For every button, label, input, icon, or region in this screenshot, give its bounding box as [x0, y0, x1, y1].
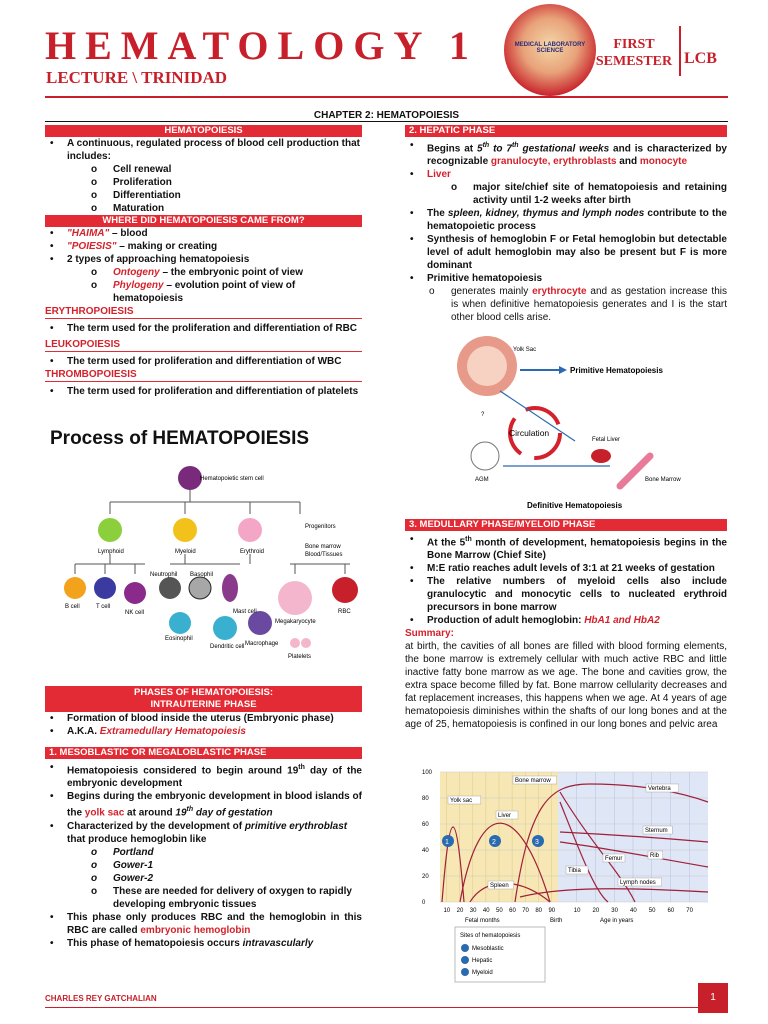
text: – the embryonic point of view [159, 267, 304, 278]
x-tick-label: 40 [630, 908, 637, 914]
label-question: ? [481, 412, 485, 418]
thrombopoiesis-title: THROMBOPOIESIS [45, 369, 137, 380]
y-tick-label: 0 [422, 900, 426, 906]
embryo-shape [471, 442, 499, 470]
fetal-liver-shape [591, 449, 611, 463]
curve-label: Bone marrow [515, 778, 551, 784]
term: "POIESIS" [67, 241, 117, 252]
semester-label [590, 36, 678, 70]
y-tick-label: 100 [422, 770, 433, 776]
label-basophil: Basophil [190, 572, 214, 578]
term: yolk sac [84, 807, 125, 819]
list-item: • The relative numbers of myeloid cells also include granulocytic and monocytic cells to nucleated erythroid precursors in bone marrow [405, 575, 727, 614]
text: A.K.A. [67, 726, 100, 737]
list-item: o Gower-1 [89, 859, 362, 872]
logo-text: MEDICAL LABORATORY SCIENCE [514, 42, 586, 54]
term: HbA1 and HbA2 [584, 615, 660, 627]
label-stem: Hematopoietic stem cell [200, 476, 264, 482]
label-circulation: Circulation [509, 428, 550, 438]
sup: th [186, 806, 194, 814]
hematopoiesis-sites-diagram [455, 336, 695, 514]
phases-title [45, 686, 362, 712]
chart-legend [455, 927, 545, 982]
list-item: o Cell renewal [89, 163, 362, 176]
list-item [45, 253, 362, 305]
school-name: LCB [684, 50, 717, 67]
text: and is characterized by recognizable [427, 143, 727, 168]
list-item: • Formation of blood inside the uterus (Embryonic phase) [45, 712, 362, 725]
label-erythroid: Erythroid [240, 549, 265, 555]
x-tick-label: 10 [443, 908, 451, 914]
x-tick-label: 40 [482, 908, 490, 914]
label-fetal: Fetal Liver [592, 437, 621, 443]
label-definitive: Definitive Hematopoiesis [527, 501, 623, 510]
list-item [405, 168, 727, 207]
y-tick-label: 80 [422, 796, 429, 802]
legend-item: Mesoblastic [472, 946, 504, 952]
term: erythrocyte [532, 286, 587, 298]
list-item [89, 266, 362, 279]
curve-label: Rib [650, 853, 660, 859]
label-neutrophil: Neutrophil [150, 572, 178, 578]
text: 19 [175, 807, 187, 819]
text: and as gestation increase this is when definitive hematopoiesis generates and I is the start other blood cells arise. [451, 286, 727, 324]
document-subtitle: LECTURE \ TRINIDAD [46, 68, 228, 87]
mesoblastic-title: 1. MESOBLASTIC OR MEGALOBLASTIC PHASE [45, 747, 362, 759]
text: platelets [317, 386, 359, 397]
section-hematopoiesis-title: HEMATOPOIESIS [45, 125, 362, 137]
curve-label: Spleen [490, 883, 509, 889]
text: Production of adult hemoglobin: [427, 615, 585, 627]
list-item [45, 240, 362, 253]
medullary-section [405, 519, 727, 731]
text: At the 5 [427, 537, 466, 549]
curve-label: Yolk sac [450, 798, 473, 804]
list-item: • M:E ratio reaches adult levels of 3:1 at 21 weeks of gestation [405, 562, 727, 575]
text: day of gestation [193, 807, 273, 819]
hematopoiesis-figure [50, 428, 362, 673]
label-primitive: Primitive Hematopoiesis [570, 366, 663, 375]
text: Hematopoiesis considered to begin around 19 [67, 765, 299, 777]
label-megakaryocyte: Megakaryocyte [275, 619, 316, 625]
text: contribute to the hematopoietic process [427, 208, 727, 233]
x-tick-label: 60 [509, 908, 516, 914]
leukopoiesis-title: LEUKOPOIESIS [45, 339, 121, 350]
erythroid-cell [238, 518, 262, 542]
legend-title: Sites of hematopoiesis [460, 933, 521, 939]
text: – making or creating [116, 241, 218, 252]
label-lymphoid: Lymphoid [98, 549, 124, 555]
text: to 7 [489, 143, 512, 155]
text: and [616, 156, 640, 168]
term: Ontogeny [113, 267, 160, 278]
text: gestational weeks [518, 143, 610, 155]
lymphoid-cell [98, 518, 122, 542]
x-tick-label: 80 [535, 908, 543, 914]
text: The term used for proliferation and differentiation of [67, 356, 318, 367]
sup: th [465, 536, 472, 543]
hepatic-title: 2. HEPATIC PHASE [405, 125, 727, 137]
label-yolk: Yolk Sac [513, 347, 537, 353]
text: month of development, hematopoiesis begins in the Bone Marrow (Chief Site) [427, 537, 727, 562]
label-bcell: B cell [65, 604, 80, 610]
hematopoiesis-diagram [50, 458, 362, 673]
summary-label: Summary: [405, 628, 454, 640]
list-item: o These are needed for delivery of oxygen to rapidly developing embryonic tissues [89, 885, 362, 911]
text: 5 [477, 143, 483, 155]
list-item [405, 533, 727, 562]
list-item [405, 139, 727, 168]
list-item [45, 137, 362, 215]
x-tick-label: 30 [469, 908, 477, 914]
phase-marker-3-label: 3 [535, 839, 539, 846]
x-label-fetal: Fetal months [465, 918, 500, 924]
list-item [45, 355, 362, 368]
text: spleen, kidney, thymus and lymph nodes [447, 208, 645, 220]
x-tick-label: 70 [522, 908, 529, 914]
phase-marker-2-label: 2 [492, 839, 496, 846]
summary-text: at birth, the cavities of all bones are filled with blood forming elements, the bone marrow is extremely cellular with much active RBC and little inactive fatty bone marrow as we age. The bone and cavities grow, the extra space become filled by fat. Bone marrow cellularity decreases and fat replacement increases, this happens when we age. At 4 years of age hematopoiesis diminishes within the shafts of our long bones and at the age of 25, hematopoiesis is confined in our long bones and pelvic area [405, 641, 727, 731]
curve-label: Vertebra [648, 786, 671, 792]
text: Begins at [427, 143, 478, 155]
document-title: HEMATOLOGY 1 [45, 23, 478, 68]
list-item [45, 322, 362, 335]
legend-item: Hepatic [472, 958, 493, 964]
text: intravascularly [242, 937, 314, 949]
x-tick-label: 90 [548, 908, 556, 914]
text: 2 types of approaching hematopoiesis [67, 254, 250, 265]
author-name: CHARLES REY GATCHALIAN [45, 994, 157, 1003]
list-item [45, 725, 362, 738]
footer-rule [45, 1007, 728, 1008]
term: "HAIMA" [67, 228, 110, 239]
label-nk: NK cell [125, 610, 145, 616]
sup: th [298, 764, 305, 771]
term: Extramedullary Hematopoiesis [99, 726, 246, 737]
list-item [45, 385, 362, 398]
x-axis-ticks [444, 908, 694, 914]
phases-title-line2: INTRAUTERINE PHASE [150, 699, 257, 710]
label-mast: Mast cell [233, 609, 257, 615]
list-item [45, 937, 362, 950]
text: A continuous, regulated process of blood cell production that includes: [67, 138, 360, 162]
label-blood: Blood/Tissues [305, 552, 343, 558]
legend-item: Myeloid [472, 970, 493, 976]
figure-title: Process of HEMATOPOIESIS [50, 428, 310, 449]
header-divider [679, 26, 681, 76]
list-item: o Differentiation [89, 189, 362, 202]
chapter-title: CHAPTER 2: HEMATOPOIESIS [313, 110, 460, 121]
header-rule [45, 96, 728, 98]
list-item [427, 285, 727, 324]
myeloid-cell [173, 518, 197, 542]
label-macrophage: Macrophage [245, 641, 279, 647]
text: Begins during the embryonic development in blood islands of the [67, 791, 362, 819]
list-item [45, 790, 362, 819]
term: monocyte [639, 156, 688, 168]
text: that produce hemoglobin like [67, 833, 207, 845]
x-tick-label: 50 [496, 908, 503, 914]
list-item [45, 761, 362, 790]
text: This phase of hematopoiesis occurs [67, 937, 243, 949]
x-tick-label: 50 [648, 908, 656, 914]
text: The [427, 208, 448, 220]
list-item [45, 820, 362, 911]
text: Characterized by the development of [67, 820, 245, 832]
stem-cell [178, 466, 202, 490]
list-item [45, 227, 362, 240]
semester-line2: SEMESTER [595, 54, 673, 69]
text: – evolution point of view of hematopoiesis [113, 280, 296, 304]
x-tick-label: 20 [592, 908, 600, 914]
y-tick-label: 40 [422, 848, 429, 854]
label-marrow: Bone marrow [305, 544, 341, 550]
list-item: • Synthesis of hemoglobin F or Fetal hemoglobin but detectable level of adult hemoglobin may also be present but F is more dominant [405, 233, 727, 272]
label-dendritic: Dendritic cell [210, 644, 245, 650]
erythropoiesis-title: ERYTHROPOIESIS [45, 306, 134, 317]
list-item [405, 614, 727, 627]
curve-label: Tibia [568, 868, 581, 874]
list-item: o Proliferation [89, 176, 362, 189]
phases-section [45, 686, 362, 950]
label-myeloid: Myeloid [175, 549, 196, 555]
list-item [45, 911, 362, 937]
y-tick-label: 60 [422, 822, 429, 828]
text: The term used for proliferation and differentiation of [67, 386, 318, 397]
text: This phase only produces RBC and the hemoglobin in this RBC are called [67, 911, 362, 936]
label-platelets: Platelets [288, 654, 312, 660]
term: granulocyte, erythroblasts [490, 156, 617, 168]
term: Liver [427, 169, 451, 181]
label-agm: AGM [475, 477, 489, 483]
curve-label: Lymph nodes [620, 880, 656, 886]
list-item: o major site/chief site of hematopoiesis and retaining activity until 1-2 weeks after birth [449, 181, 727, 207]
phase-marker-1-label: 1 [445, 839, 449, 846]
y-tick-label: 20 [422, 874, 429, 880]
label-eosinophil: Eosinophil [165, 636, 193, 642]
list-item [405, 207, 727, 233]
text: RBC [335, 323, 358, 334]
label-rbc: RBC [338, 609, 351, 615]
x-tick-label: 70 [686, 908, 693, 914]
label-progenitors: Progenitors [305, 524, 336, 530]
sup: th [511, 142, 519, 149]
text: WBC [317, 356, 342, 367]
text: day of the embryonic development [67, 765, 362, 790]
text: The term used for the proliferation and differentiation of [67, 323, 336, 334]
x-label-birth: Birth [550, 918, 563, 924]
text: generates mainly [451, 286, 533, 298]
term: Phylogeny [113, 280, 164, 291]
hematopoiesis-sites-chart [420, 762, 720, 987]
list-item [89, 279, 362, 305]
chapter-rule [45, 121, 728, 122]
phases-title-line1: PHASES OF HEMATOPOIESIS: [133, 687, 273, 698]
label-bone: Bone Marrow [645, 477, 681, 483]
x-tick-label: 30 [611, 908, 618, 914]
semester-line1: FIRST [613, 37, 655, 52]
curve-label: Liver [498, 813, 512, 819]
text: primitive erythroblast [244, 820, 348, 832]
x-label-age: Age in years [600, 918, 634, 924]
list-item: o Portland [89, 846, 362, 859]
x-tick-label: 60 [667, 908, 675, 914]
x-tick-label: 10 [573, 908, 581, 914]
text: – blood [109, 228, 148, 239]
list-item: o Maturation [89, 202, 362, 215]
medullary-title: 3. MEDULLARY PHASE/MYELOID PHASE [405, 519, 727, 531]
section-origin-title: WHERE DID HEMATOPOIESIS CAME FROM? [45, 215, 362, 227]
right-column [405, 125, 727, 324]
page-number: 1 [698, 983, 728, 1013]
label-tcell: T cell [96, 604, 111, 610]
curve-label: Femur [605, 856, 623, 862]
list-item: • Primitive hematopoiesis [405, 272, 727, 285]
x-tick-label: 20 [456, 908, 464, 914]
list-item: o Gower-2 [89, 872, 362, 885]
left-column [45, 125, 362, 398]
sup: th [482, 142, 490, 149]
text: at around [124, 807, 176, 819]
term: embryonic hemoglobin [140, 924, 251, 936]
curve-label: Sternum [645, 828, 668, 834]
y-axis-ticks [422, 770, 433, 906]
